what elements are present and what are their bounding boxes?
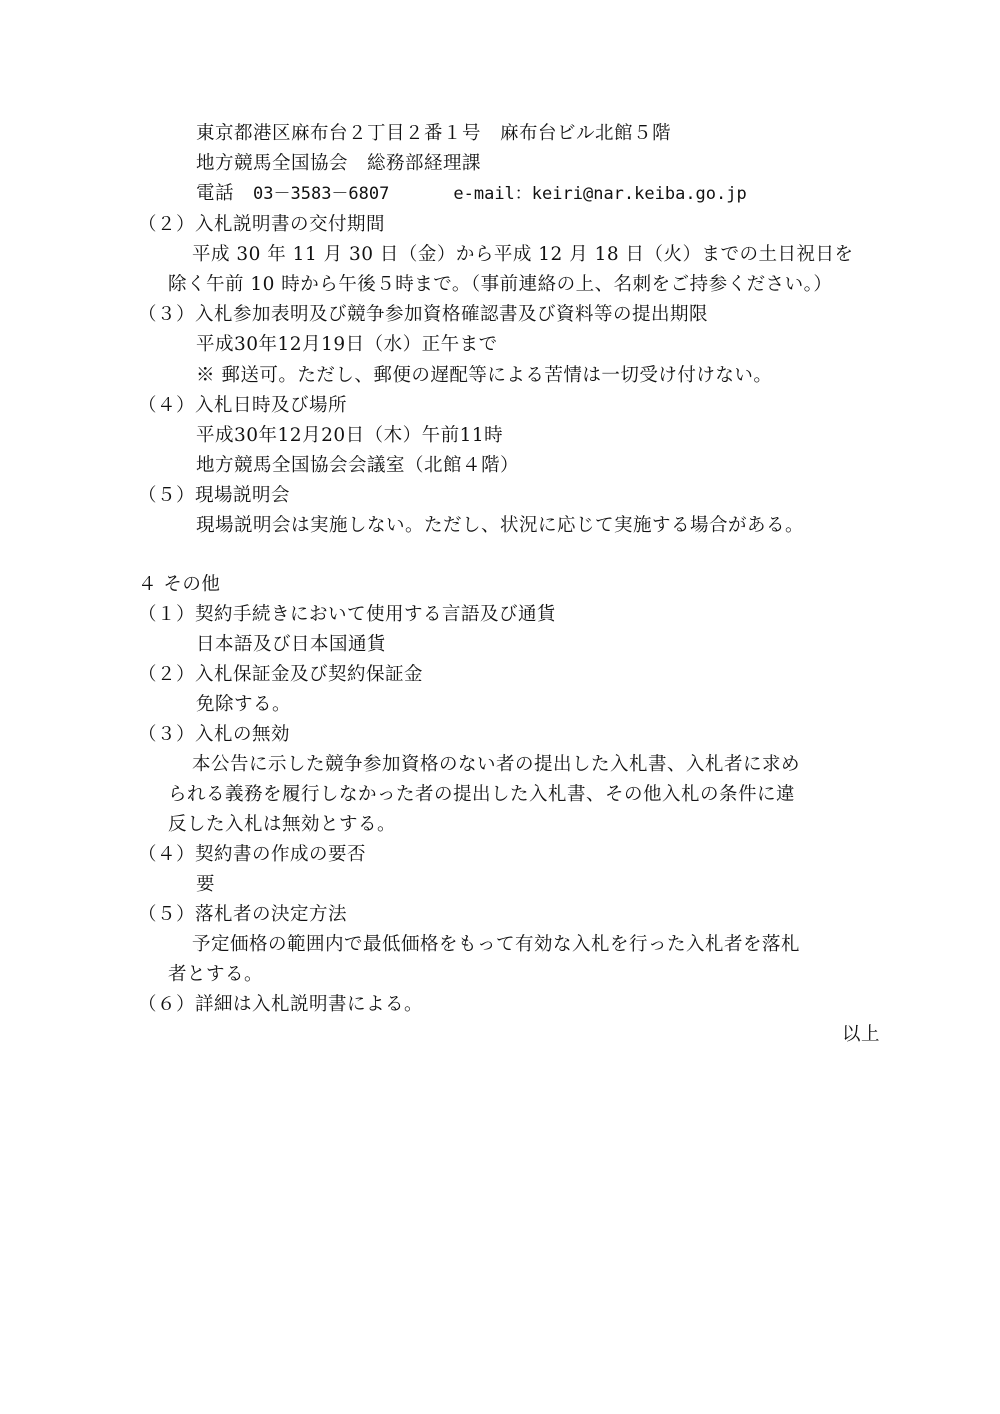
note-line: ※ 郵送可。ただし、郵便の遅配等による苦情は一切受け付けない。 [196, 365, 773, 386]
address-line-2: 地方競馬全国協会 総務部経理課 [196, 153, 482, 174]
section-heading: （３）入札の無効 [138, 724, 291, 745]
paragraph-line: 者とする。 [168, 964, 264, 985]
paragraph-line: 平成 30 年 11 月 30 日（金）から平成 12 月 18 日（火）までの土日祝日を [192, 244, 854, 265]
paragraph-line: 要 [196, 874, 216, 895]
datetime-line: 平成30年12月20日（木）午前11時 [196, 425, 504, 446]
paragraph-line: 日本語及び日本国通貨 [196, 634, 387, 655]
email-address[interactable]: keiri@nar.keiba.go.jp [531, 184, 747, 204]
paragraph-line: 本公告に示した競争参加資格のない者の提出した入札書、入札者に求め [192, 754, 801, 775]
location-line: 地方競馬全国協会会議室（北館４階） [196, 455, 520, 476]
email-label: e-mail： [453, 184, 532, 204]
paragraph-line: 現場説明会は実施しない。ただし、状況に応じて実施する場合がある。 [196, 515, 805, 536]
section-title: ４ その他 [138, 574, 221, 595]
section-heading: （２）入札保証金及び契約保証金 [138, 664, 424, 685]
phone-label: 電話 [196, 183, 254, 204]
contact-line [196, 179, 747, 209]
section-heading: （２）入札説明書の交付期間 [138, 214, 386, 235]
paragraph-line: 予定価格の範囲内で最低価格をもって有効な入札を行った入札者を落札 [192, 934, 801, 955]
section-heading: （５）現場説明会 [138, 485, 291, 506]
paragraph-line: 除く午前 10 時から午後５時まで。（事前連絡の上、名刺をご持参ください。） [168, 274, 833, 295]
section-heading: （５）落札者の決定方法 [138, 904, 348, 925]
section-heading: （４）契約書の作成の要否 [138, 844, 367, 865]
paragraph-line: 反した入札は無効とする。 [168, 814, 397, 835]
phone-number: 03－3583－6807 [253, 184, 390, 204]
section-heading: （３）入札参加表明及び競争参加資格確認書及び資料等の提出期限 [138, 304, 709, 325]
section-heading: （４）入札日時及び場所 [138, 395, 348, 416]
address-line-1: 東京都港区麻布台２丁目２番１号 麻布台ビル北館５階 [196, 123, 672, 144]
section-heading: （１）契約手続きにおいて使用する言語及び通貨 [138, 604, 557, 625]
paragraph-line: られる義務を履行しなかった者の提出した入札書、その他入札の条件に違 [168, 784, 796, 805]
closing-text: 以上 [841, 1024, 880, 1045]
deadline-line: 平成30年12月19日（水）正午まで [196, 334, 498, 355]
paragraph-line: 免除する。 [196, 694, 292, 715]
section-heading: （６）詳細は入札説明書による。 [138, 994, 424, 1015]
